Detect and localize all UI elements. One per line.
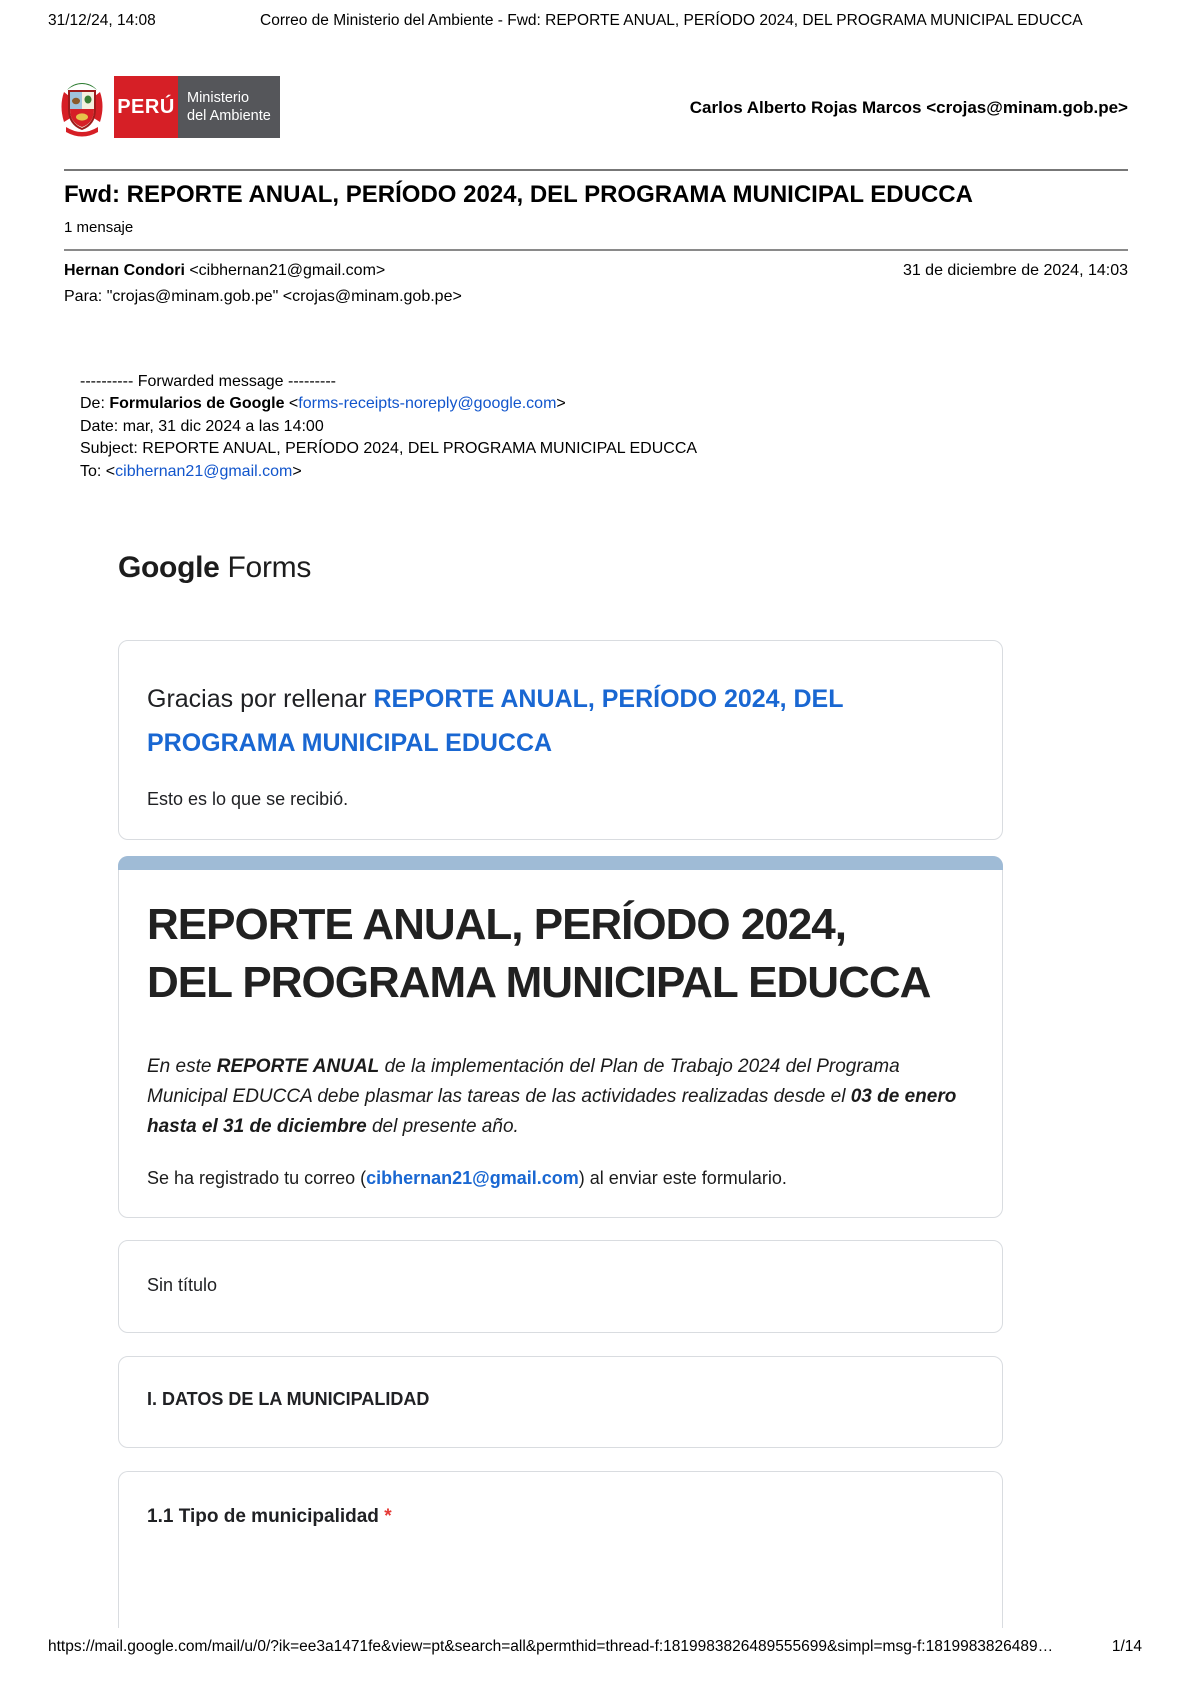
desc-l2-bold: 03 de enero	[850, 1086, 957, 1107]
form-description-line3	[147, 1112, 974, 1142]
sent-date: 31 de diciembre de 2024, 14:03	[902, 262, 1128, 279]
message-count: 1 mensaje	[64, 219, 134, 236]
ministry-line2: del Ambiente	[187, 108, 271, 124]
email-note-b: ) al enviar este formulario.	[578, 1168, 787, 1188]
forwarded-to-label: To: <	[80, 462, 116, 480]
sender	[64, 262, 385, 280]
form-description-line2	[147, 1082, 974, 1112]
forwarded-date-line: Date: mar, 31 dic 2024 a las 14:00	[80, 417, 324, 435]
recipient-line: Para: "crojas@minam.gob.pe" <crojas@minam.gob.pe>	[64, 288, 462, 305]
desc-l1-b: de la implementación del Plan de Trabajo 2024 del Programa	[379, 1056, 900, 1077]
forwarded-from-email-link[interactable]: forms-receipts-noreply@google.com	[298, 395, 557, 413]
question-card	[118, 1471, 1003, 1628]
print-footer-page-number: 1/14	[1111, 1638, 1142, 1655]
form-header-card	[118, 856, 1003, 1218]
desc-l1-bold: REPORTE ANUAL	[216, 1056, 380, 1077]
form-accent-bar	[118, 856, 1003, 870]
section-title: I. DATOS DE LA MUNICIPALIDAD	[147, 1389, 430, 1409]
question-label: 1.1 Tipo de municipalidad	[147, 1506, 385, 1527]
forwarded-separator: ---------- Forwarded message ---------	[80, 373, 336, 390]
ministry-badge	[178, 76, 280, 138]
forwarded-subject-line: Subject: REPORTE ANUAL, PERÍODO 2024, DEL PROGRAMA MUNICIPAL EDUCCA	[80, 440, 698, 458]
peru-label: PERÚ	[117, 95, 175, 118]
peru-flag-badge	[114, 76, 178, 138]
sender-row	[64, 262, 1128, 280]
forwarded-block	[80, 371, 697, 483]
form-title	[147, 896, 974, 1012]
form-title-link-line2: PROGRAMA MUNICIPAL EDUCCA	[147, 729, 553, 757]
forwarded-from-bracket-open: <	[284, 395, 299, 413]
peru-coat-of-arms-icon	[56, 76, 108, 138]
desc-l2-a: Municipal EDUCCA debe plasmar las tareas de las actividades realizadas desde el	[147, 1086, 851, 1107]
desc-l1-a: En este	[147, 1056, 217, 1077]
print-header-title: Correo de Ministerio del Ambiente - Fwd: REPORTE ANUAL, PERÍODO 2024, DEL PROGRAMA MUNICIPAL EDUCCA	[260, 12, 1083, 29]
divider-top	[64, 169, 1128, 171]
form-title-line2: DEL PROGRAMA MUNICIPAL EDUCCA	[147, 958, 931, 1007]
registered-email-note	[147, 1168, 974, 1189]
email-subject: Fwd: REPORTE ANUAL, PERÍODO 2024, DEL PROGRAMA MUNICIPAL EDUCCA	[64, 181, 973, 208]
form-description	[147, 1052, 974, 1142]
print-header-datetime: 31/12/24, 14:08	[48, 12, 156, 29]
respondent-email-link[interactable]: cibhernan21@gmail.com	[366, 1168, 579, 1188]
ministry-line1: Ministerio	[187, 90, 250, 106]
google-wordmark: Google	[118, 551, 220, 584]
desc-l3-bold: hasta el 31 de diciembre	[147, 1116, 367, 1137]
untitled-label: Sin título	[147, 1275, 218, 1295]
required-asterisk: *	[384, 1506, 392, 1527]
forwarded-from-name: Formularios de Google	[109, 395, 285, 413]
forms-wordmark: Forms	[227, 551, 312, 584]
desc-l3-a: del presente año.	[366, 1116, 519, 1137]
print-footer	[48, 1638, 1142, 1656]
untitled-section-card	[118, 1240, 1003, 1333]
thanks-card	[118, 640, 1003, 840]
thanks-prefix: Gracias por rellenar	[147, 685, 374, 713]
forwarded-from-bracket-close: >	[556, 395, 566, 413]
form-title-line1: REPORTE ANUAL, PERÍODO 2024,	[147, 900, 846, 949]
form-body	[119, 857, 1002, 1189]
forwarded-from-label: De:	[80, 395, 110, 413]
sender-name: Hernan Condori	[64, 262, 185, 279]
forwarded-to-email-link[interactable]: cibhernan21@gmail.com	[115, 462, 293, 480]
form-description-line1	[147, 1052, 974, 1082]
google-forms-logo	[118, 551, 311, 585]
account-owner: Carlos Alberto Rojas Marcos <crojas@minam.gob.pe>	[689, 98, 1128, 117]
thanks-text	[147, 677, 974, 765]
print-footer-url: https://mail.google.com/mail/u/0/?ik=ee3a1471fe&view=pt&search=all&permthid=thread-f:1819983826489555699&simpl=msg-f:1819983826489…	[48, 1638, 1054, 1655]
forwarded-to-line	[80, 461, 697, 483]
forwarded-from-line	[80, 393, 697, 415]
form-title-link-line1: REPORTE ANUAL, PERÍODO 2024, DEL	[373, 685, 844, 713]
minam-logo	[56, 76, 280, 138]
sender-address: <cibhernan21@gmail.com>	[184, 262, 386, 279]
received-note: Esto es lo que se recibió.	[147, 789, 349, 809]
divider-subject	[64, 249, 1128, 251]
forwarded-to-bracket-close: >	[292, 462, 302, 480]
section-card	[118, 1356, 1003, 1448]
email-note-a: Se ha registrado tu correo (	[147, 1168, 367, 1188]
